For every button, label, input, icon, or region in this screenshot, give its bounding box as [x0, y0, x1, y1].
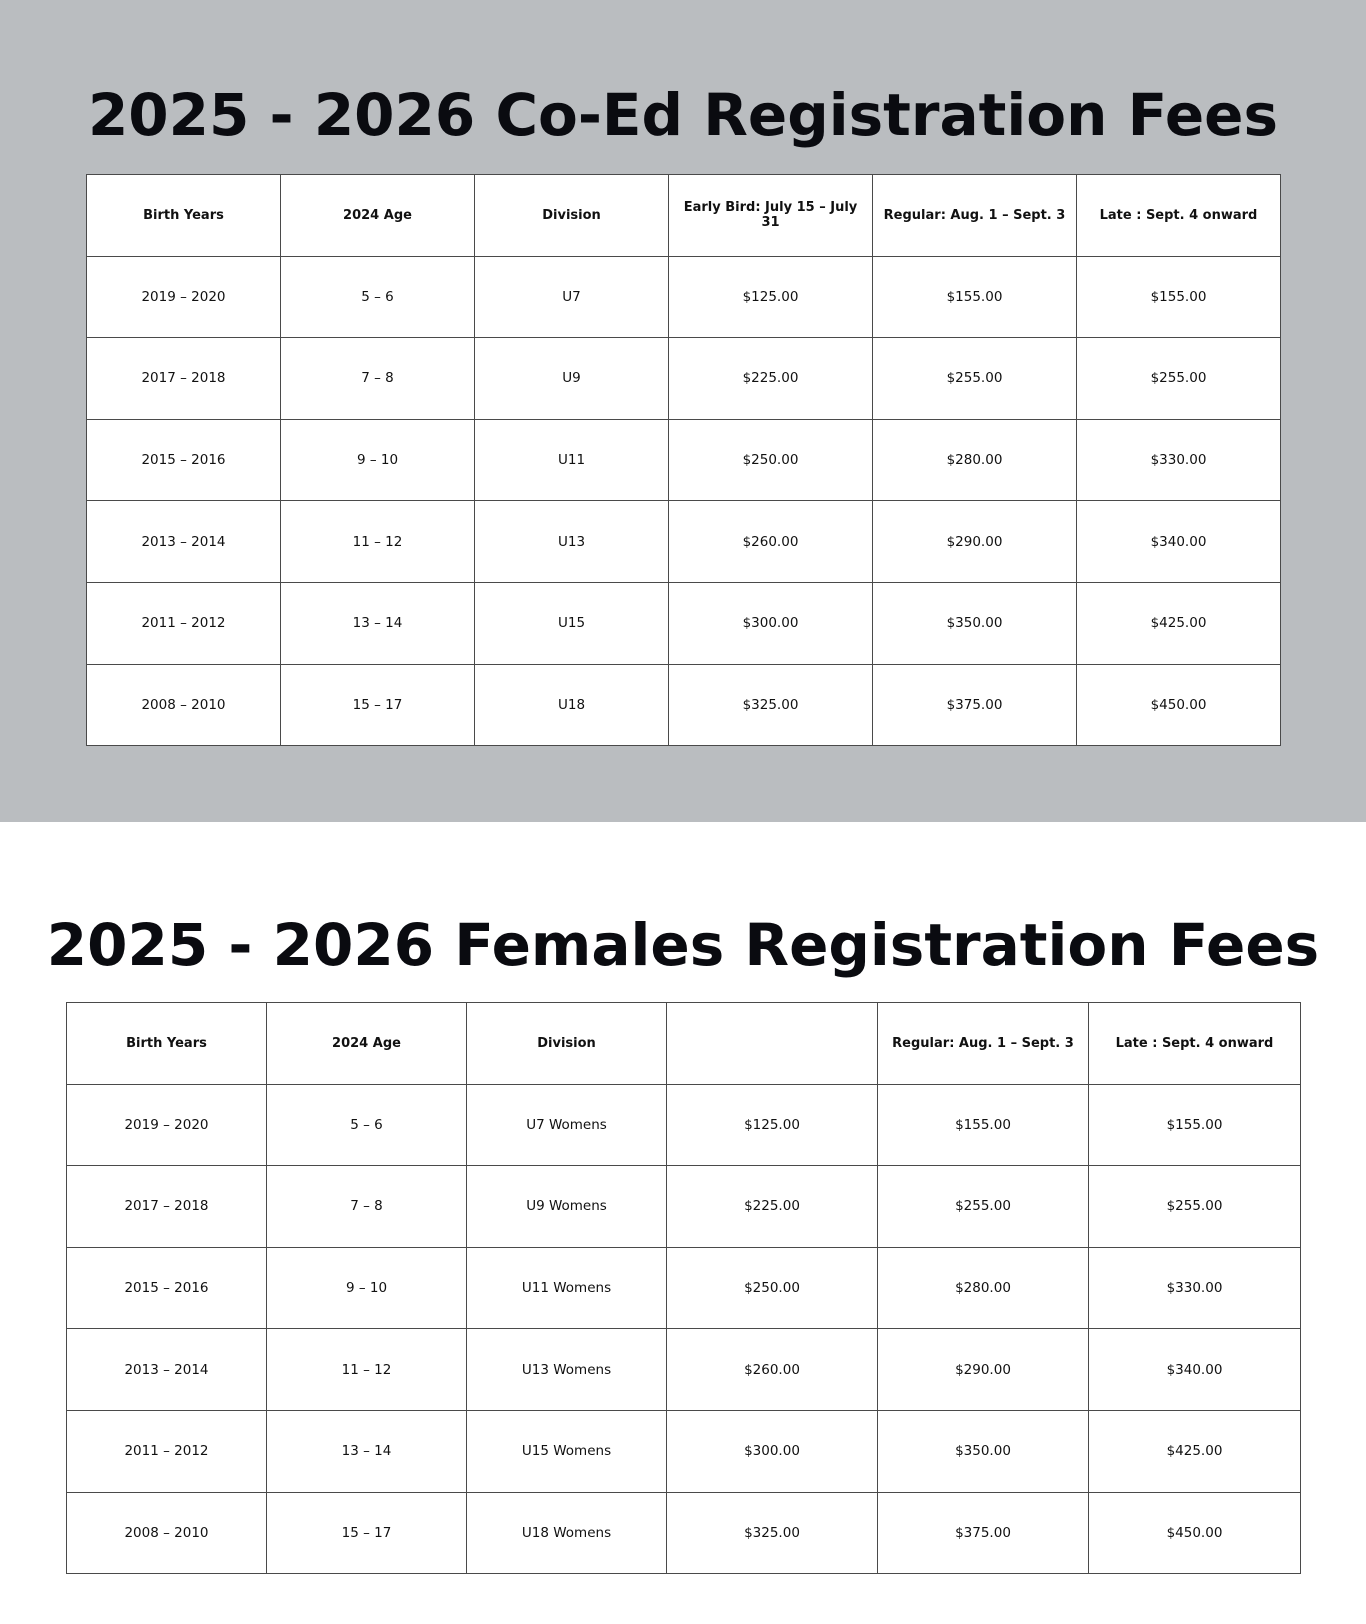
- division-cell: U18 Womens: [467, 1492, 667, 1574]
- regular-fee-cell: $155.00: [873, 256, 1077, 338]
- regular-fee-cell: $375.00: [873, 664, 1077, 746]
- table-row: [87, 501, 1281, 583]
- females-section: [0, 822, 1366, 1624]
- header-birth-years: Birth Years: [67, 1003, 267, 1085]
- age-cell: 5 – 6: [267, 1084, 467, 1166]
- division-cell: U13: [475, 501, 669, 583]
- late-fee-cell: $155.00: [1077, 256, 1281, 338]
- division-cell: U11 Womens: [467, 1247, 667, 1329]
- table-row: [87, 256, 1281, 338]
- late-fee-cell: $340.00: [1077, 501, 1281, 583]
- regular-fee-cell: $350.00: [878, 1410, 1089, 1492]
- table-header-row: [87, 175, 1281, 257]
- birth-years-cell: 2019 – 2020: [87, 256, 281, 338]
- header-birth-years: Birth Years: [87, 175, 281, 257]
- late-fee-cell: $155.00: [1089, 1084, 1301, 1166]
- age-cell: 9 – 10: [267, 1247, 467, 1329]
- header-division: Division: [475, 175, 669, 257]
- division-cell: U11: [475, 419, 669, 501]
- division-cell: U9 Womens: [467, 1166, 667, 1248]
- age-cell: 11 – 12: [281, 501, 475, 583]
- header-age: 2024 Age: [267, 1003, 467, 1085]
- regular-fee-cell: $290.00: [878, 1329, 1089, 1411]
- regular-fee-cell: $280.00: [878, 1247, 1089, 1329]
- coed-fees-table: [86, 174, 1281, 746]
- table-row: [67, 1166, 1301, 1248]
- regular-fee-cell: $255.00: [873, 338, 1077, 420]
- header-early-bird: [667, 1003, 878, 1085]
- regular-fee-cell: $375.00: [878, 1492, 1089, 1574]
- birth-years-cell: 2008 – 2010: [87, 664, 281, 746]
- age-cell: 13 – 14: [281, 582, 475, 664]
- early-bird-fee-cell: $325.00: [667, 1492, 878, 1574]
- birth-years-cell: 2008 – 2010: [67, 1492, 267, 1574]
- early-bird-fee-cell: $250.00: [667, 1247, 878, 1329]
- regular-fee-cell: $255.00: [878, 1166, 1089, 1248]
- table-row: [87, 582, 1281, 664]
- early-bird-fee-cell: $250.00: [669, 419, 873, 501]
- early-bird-fee-cell: $300.00: [667, 1410, 878, 1492]
- birth-years-cell: 2019 – 2020: [67, 1084, 267, 1166]
- regular-fee-cell: $350.00: [873, 582, 1077, 664]
- regular-fee-cell: $280.00: [873, 419, 1077, 501]
- header-age: 2024 Age: [281, 175, 475, 257]
- early-bird-fee-cell: $260.00: [667, 1329, 878, 1411]
- coed-title: 2025 - 2026 Co-Ed Registration Fees: [87, 81, 1279, 149]
- late-fee-cell: $425.00: [1077, 582, 1281, 664]
- age-cell: 5 – 6: [281, 256, 475, 338]
- late-fee-cell: $425.00: [1089, 1410, 1301, 1492]
- birth-years-cell: 2015 – 2016: [67, 1247, 267, 1329]
- table-header-row: [67, 1003, 1301, 1085]
- age-cell: 11 – 12: [267, 1329, 467, 1411]
- division-cell: U7: [475, 256, 669, 338]
- header-late: Late : Sept. 4 onward: [1089, 1003, 1301, 1085]
- birth-years-cell: 2017 – 2018: [87, 338, 281, 420]
- age-cell: 9 – 10: [281, 419, 475, 501]
- table-row: [67, 1329, 1301, 1411]
- header-regular: Regular: Aug. 1 – Sept. 3: [873, 175, 1077, 257]
- regular-fee-cell: $290.00: [873, 501, 1077, 583]
- table-row: [87, 338, 1281, 420]
- table-row: [87, 419, 1281, 501]
- late-fee-cell: $330.00: [1089, 1247, 1301, 1329]
- birth-years-cell: 2013 – 2014: [67, 1329, 267, 1411]
- table-row: [67, 1247, 1301, 1329]
- table-row: [87, 664, 1281, 746]
- table-row: [67, 1410, 1301, 1492]
- late-fee-cell: $450.00: [1077, 664, 1281, 746]
- late-fee-cell: $450.00: [1089, 1492, 1301, 1574]
- division-cell: U9: [475, 338, 669, 420]
- age-cell: 15 – 17: [281, 664, 475, 746]
- header-division: Division: [467, 1003, 667, 1085]
- birth-years-cell: 2015 – 2016: [87, 419, 281, 501]
- early-bird-fee-cell: $300.00: [669, 582, 873, 664]
- age-cell: 15 – 17: [267, 1492, 467, 1574]
- birth-years-cell: 2013 – 2014: [87, 501, 281, 583]
- late-fee-cell: $330.00: [1077, 419, 1281, 501]
- header-regular: Regular: Aug. 1 – Sept. 3: [878, 1003, 1089, 1085]
- age-cell: 7 – 8: [267, 1166, 467, 1248]
- age-cell: 7 – 8: [281, 338, 475, 420]
- division-cell: U18: [475, 664, 669, 746]
- late-fee-cell: $255.00: [1089, 1166, 1301, 1248]
- females-title: 2025 - 2026 Females Registration Fees: [46, 911, 1320, 979]
- late-fee-cell: $255.00: [1077, 338, 1281, 420]
- division-cell: U15 Womens: [467, 1410, 667, 1492]
- early-bird-fee-cell: $325.00: [669, 664, 873, 746]
- table-row: [67, 1084, 1301, 1166]
- early-bird-fee-cell: $225.00: [669, 338, 873, 420]
- division-cell: U15: [475, 582, 669, 664]
- early-bird-fee-cell: $260.00: [669, 501, 873, 583]
- division-cell: U7 Womens: [467, 1084, 667, 1166]
- header-late: Late : Sept. 4 onward: [1077, 175, 1281, 257]
- age-cell: 13 – 14: [267, 1410, 467, 1492]
- late-fee-cell: $340.00: [1089, 1329, 1301, 1411]
- birth-years-cell: 2011 – 2012: [87, 582, 281, 664]
- birth-years-cell: 2011 – 2012: [67, 1410, 267, 1492]
- header-early-bird: Early Bird: July 15 – July 31: [669, 175, 873, 257]
- early-bird-fee-cell: $125.00: [669, 256, 873, 338]
- early-bird-fee-cell: $225.00: [667, 1166, 878, 1248]
- regular-fee-cell: $155.00: [878, 1084, 1089, 1166]
- table-row: [67, 1492, 1301, 1574]
- division-cell: U13 Womens: [467, 1329, 667, 1411]
- early-bird-fee-cell: $125.00: [667, 1084, 878, 1166]
- females-fees-table: [66, 1002, 1301, 1574]
- birth-years-cell: 2017 – 2018: [67, 1166, 267, 1248]
